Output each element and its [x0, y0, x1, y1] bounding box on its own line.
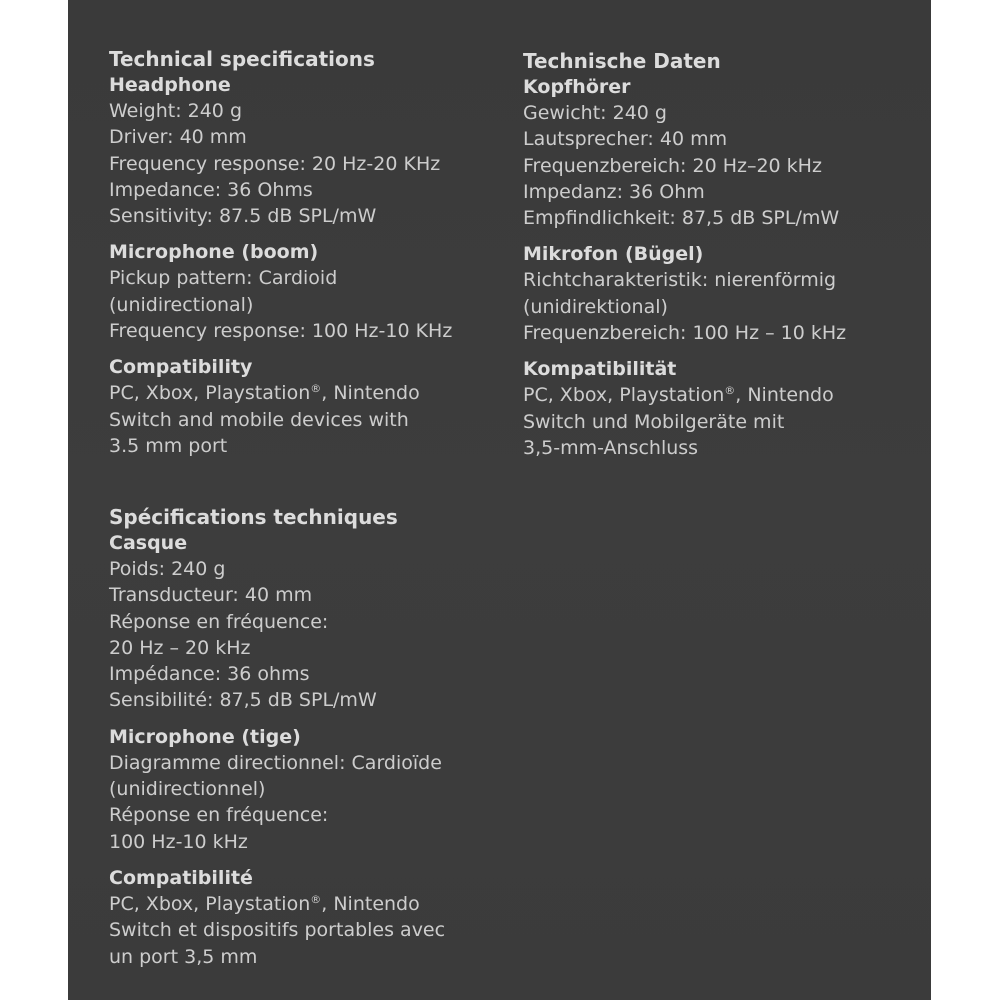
spec-line: Réponse en fréquence:: [109, 804, 329, 827]
spec-line: Réponse en fréquence:: [109, 610, 329, 633]
spec-line: (unidirectional): [109, 293, 254, 316]
spec-line: Driver: 40 mm: [109, 126, 247, 149]
headphone-heading: Headphone: [109, 74, 231, 96]
spec-line: Impedanz: 36 Ohm: [523, 180, 705, 203]
compatibility-line: PC, Xbox, Playstation®, Nintendo: [523, 384, 834, 407]
spec-line: Impédance: 36 ohms: [109, 663, 310, 686]
spec-line: (unidirectionnel): [109, 778, 266, 801]
compatibility-heading: Kompatibilität: [523, 358, 677, 381]
spec-block-german: [523, 48, 923, 461]
compatibility-line: Switch et dispositifs portables avec: [109, 919, 446, 942]
section-title: Technical specifications: [109, 47, 375, 71]
compatibility-line: 3.5 mm port: [109, 434, 228, 457]
compatibility-line: Switch and mobile devices with: [109, 408, 409, 431]
section-title: Spécifications techniques: [109, 505, 398, 529]
headphone-heading: Kopfhörer: [523, 76, 631, 98]
spec-line: Sensibilité: 87,5 dB SPL/mW: [109, 689, 377, 712]
microphone-heading: Microphone (tige): [109, 725, 301, 748]
compatibility-line: un port 3,5 mm: [109, 945, 258, 968]
microphone-heading: Microphone (boom): [109, 241, 319, 264]
spec-line: Empfindlichkeit: 87,5 dB SPL/mW: [523, 207, 840, 230]
compatibility-line: PC, Xbox, Playstation®, Nintendo: [109, 892, 420, 915]
headphone-heading: Casque: [109, 532, 188, 554]
compatibility-heading: Compatibility: [109, 356, 253, 379]
section-title: Technische Daten: [523, 49, 721, 73]
registered-mark: ®: [310, 892, 322, 906]
registered-mark: ®: [724, 384, 736, 398]
spec-line: Transducteur: 40 mm: [109, 584, 313, 607]
spec-block-french: [109, 504, 509, 970]
spec-line: (unidirektional): [523, 295, 668, 318]
compatibility-line: 3,5-mm-Anschluss: [523, 436, 699, 459]
spec-line: Diagramme directionnel: Cardioïde: [109, 751, 442, 774]
spec-line: Frequency response: 20 Hz-20 KHz: [109, 152, 441, 175]
spec-line: Pickup pattern: Cardioid: [109, 267, 338, 290]
spec-line: Lautsprecher: 40 mm: [523, 128, 728, 151]
spec-line: Impedance: 36 Ohms: [109, 178, 313, 201]
spec-line: Poids: 240 g: [109, 558, 226, 580]
spec-block-english: [109, 46, 509, 459]
spec-line: Frequenzbereich: 20 Hz–20 kHz: [523, 154, 822, 177]
spec-line: Sensitivity: 87.5 dB SPL/mW: [109, 205, 377, 228]
registered-mark: ®: [310, 382, 322, 396]
spec-line: Frequenzbereich: 100 Hz – 10 kHz: [523, 322, 847, 345]
spec-line: 100 Hz-10 kHz: [109, 830, 248, 853]
spec-line: Richtcharakteristik: nierenförmig: [523, 269, 837, 292]
compatibility-line: Switch und Mobilgeräte mit: [523, 410, 785, 433]
compatibility-line: PC, Xbox, Playstation®, Nintendo: [109, 382, 420, 405]
spec-line: Weight: 240 g: [109, 100, 242, 122]
microphone-heading: Mikrofon (Bügel): [523, 243, 704, 266]
spec-line: 20 Hz – 20 kHz: [109, 636, 251, 659]
spec-line: Frequency response: 100 Hz-10 KHz: [109, 320, 453, 343]
compatibility-heading: Compatibilité: [109, 866, 253, 889]
spec-line: Gewicht: 240 g: [523, 102, 667, 124]
